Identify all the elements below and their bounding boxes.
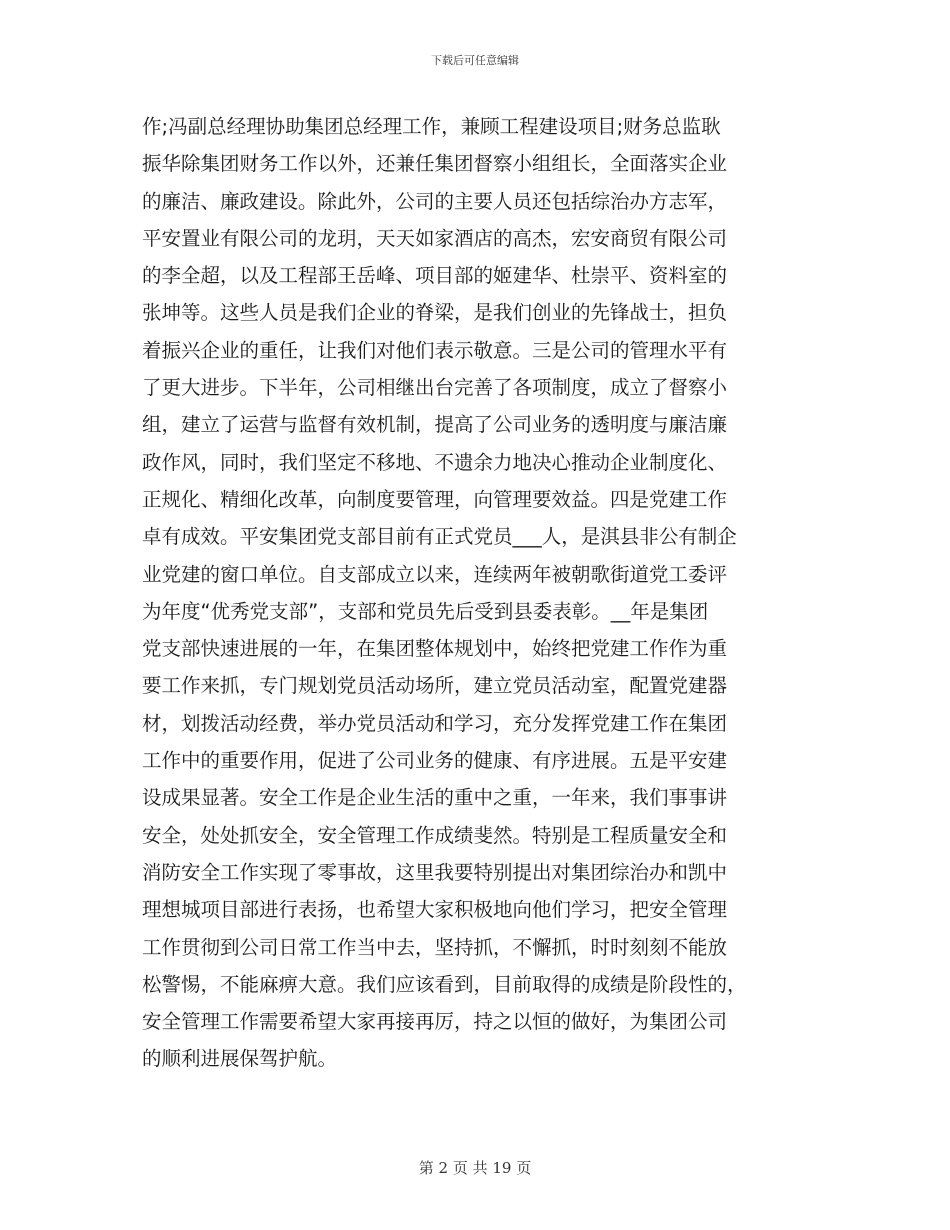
body-line: 的廉洁、廉政建设。除此外，公司的主要人员还包括综治办方志军， (142, 189, 728, 213)
body-line: 工作贯彻到公司日常工作当中去，坚持抓，不懈抓，时时刻刻不能放 (142, 935, 728, 959)
body-line: 振华除集团财务工作以外，还兼任集团督察小组组长，全面落实企业 (142, 152, 728, 176)
body-line: 松警惕，不能麻痹大意。我们应该看到，目前取得的成绩是阶段性的， (142, 972, 747, 996)
body-line: 为年度“优秀党支部”，支部和党员先后受到县委表彰。__年是集团 (142, 599, 709, 623)
body-line: 张坤等。这些人员是我们企业的脊梁，是我们创业的先锋战士，担负 (142, 301, 728, 325)
document-body (142, 108, 804, 1078)
body-line: 工作中的重要作用，促进了公司业务的健康、有序进展。五是平安建 (142, 749, 728, 773)
body-line: 卓有成效。平安集团党支部目前有正式党员___人，是淇县非公有制企 (142, 525, 737, 549)
body-line: 党支部快速进展的一年，在集团整体规划中，始终把党建工作作为重 (142, 637, 728, 661)
body-line: 安全管理工作需要希望大家再接再厉，持之以恒的做好，为集团公司 (142, 1010, 728, 1034)
body-line: 平安置业有限公司的龙玥，天天如家酒店的高杰，宏安商贸有限公司 (142, 226, 728, 250)
body-line: 了更大进步。下半年，公司相继出台完善了各项制度，成立了督察小 (142, 376, 728, 400)
body-line: 安全，处处抓安全，安全管理工作成绩斐然。特别是工程质量安全和 (142, 823, 728, 847)
body-line: 的顺利进展保驾护航。 (142, 1047, 338, 1071)
body-line: 设成果显著。安全工作是企业生活的重中之重，一年来，我们事事讲 (142, 786, 728, 810)
body-line: 正规化、精细化改革，向制度要管理，向管理要效益。四是党建工作 (142, 487, 728, 511)
body-line: 政作风，同时，我们坚定不移地、不遗余力地决心推动企业制度化、 (142, 450, 728, 474)
body-line: 理想城项目部进行表扬，也希望大家积极地向他们学习，把安全管理 (142, 898, 728, 922)
body-line: 消防安全工作实现了零事故，这里我要特别提出对集团综治办和凯中 (142, 860, 728, 884)
body-line: 业党建的窗口单位。自支部成立以来，连续两年被朝歌街道党工委评 (142, 562, 728, 586)
body-line: 作;冯副总经理协助集团总经理工作，兼顾工程建设项目;财务总监耿 (142, 115, 721, 138)
page-footer: 第 2 页 共 19 页 (418, 1159, 532, 1177)
body-line: 材，划拨活动经费，举办党员活动和学习，充分发挥党建工作在集团 (142, 711, 728, 735)
body-line: 着振兴企业的重任，让我们对他们表示敬意。三是公司的管理水平有 (142, 338, 728, 362)
body-line: 要工作来抓，专门规划党员活动场所，建立党员活动室，配置党建器 (142, 674, 728, 698)
body-line: 组，建立了运营与监督有效机制，提高了公司业务的透明度与廉洁廉 (142, 413, 728, 437)
body-line: 的李全超，以及工程部王岳峰、项目部的姬建华、杜崇平、资料室的 (142, 264, 728, 288)
page-header: 下载后可任意编辑 (431, 54, 519, 67)
